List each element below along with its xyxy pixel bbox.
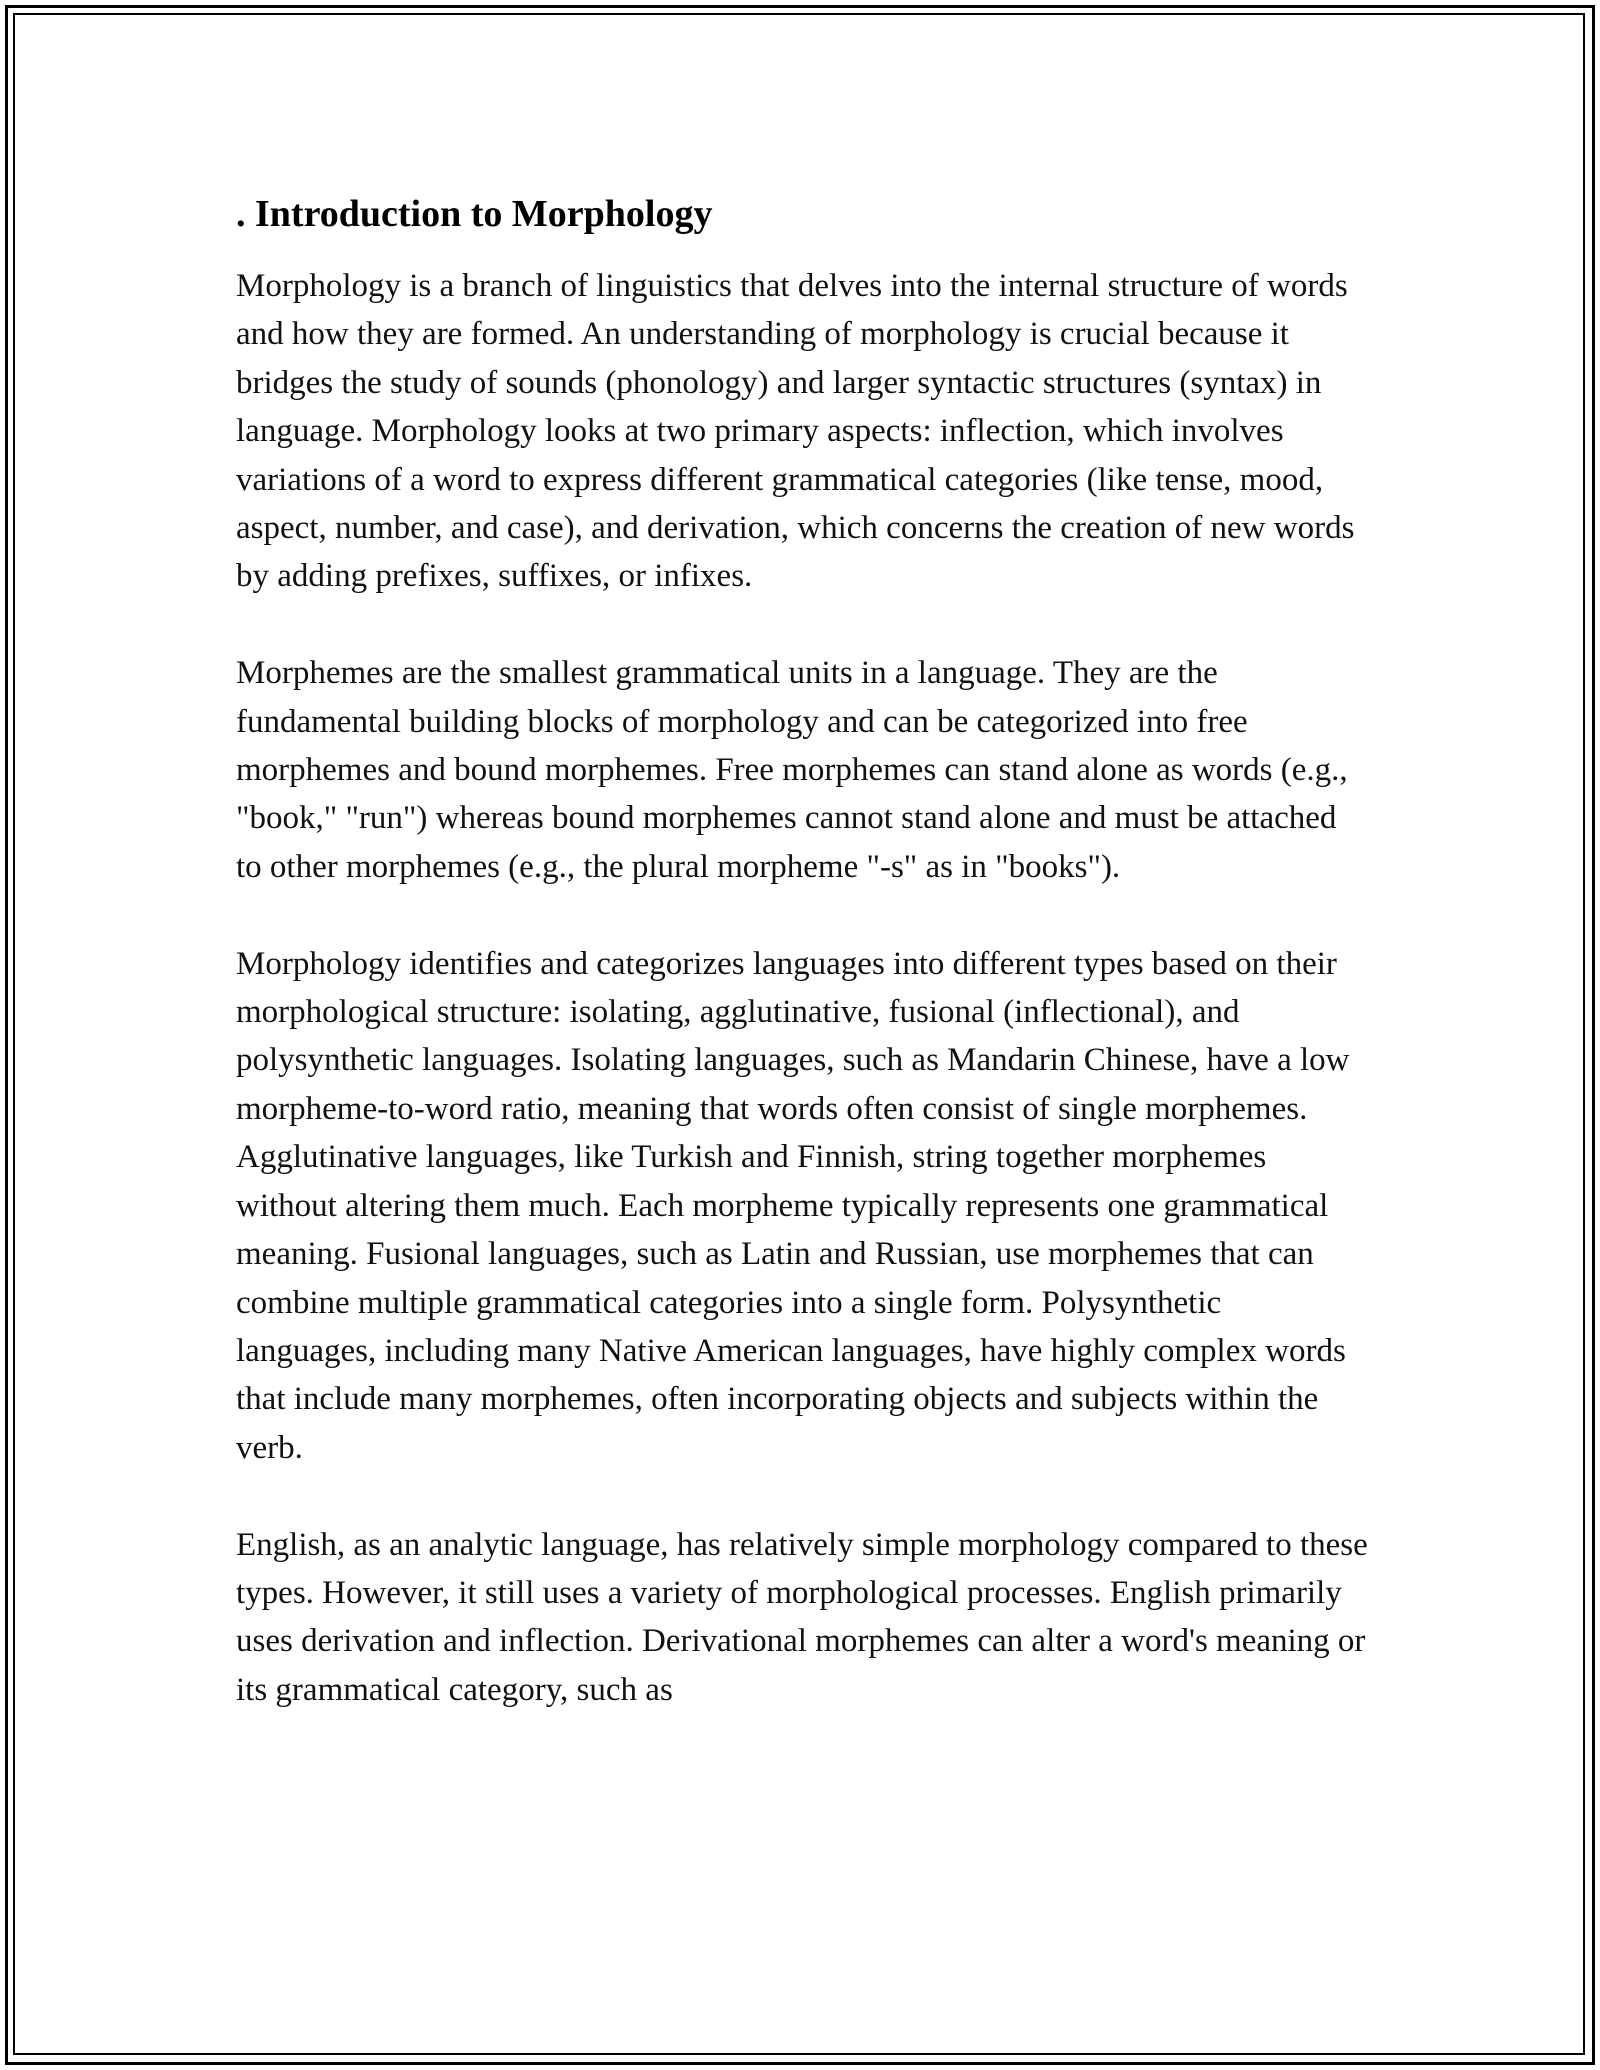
paragraph-intro: Morphology is a branch of linguistics that delves into the internal structure of words and how they are formed. An understanding of morphology is crucial because it bridges the study of sounds (phonology) and larger syntactic structures (syntax) in language. Morphology looks at two primary aspects: inflection, which involves variations of a word to express different grammatical categories (like tense, mood, aspect, number, and case), and derivation, which concerns the creation of new words by adding prefixes, suffixes, or infixes.: [236, 268, 1355, 595]
paragraph-language-types: Morphology identifies and categorizes languages into different types based on their morphological structure: isolating, agglutinative, fusional (inflectional), and polysynthetic languages. Isolating languages, such as Mandarin Chinese, have a low morpheme-to-word ratio, meaning that words often consist of single morphemes. Agglutinative languages, like Turkish and Finnish, string together morphemes without altering them much. Each morpheme typically represents one grammatical meaning. Fusional languages, such as Latin and Russian, use morphemes that can combine multiple grammatical categories into a single form. Polysynthetic languages, including many Native American languages, have highly complex words that include many morphemes, often incorporating objects and subjects within the verb.: [236, 945, 1350, 1466]
paragraph-english: English, as an analytic language, has relatively simple morphology compared to these types. However, it still uses a variety of morphological processes. English primarily uses derivation and inflection. Derivational morphemes can alter a word's meaning or its grammatical category, such as: [236, 1526, 1368, 1708]
paragraph-morphemes: Morphemes are the smallest grammatical units in a language. They are the fundamental building blocks of morphology and can be categorized into free morphemes and bound morphemes. Free morphemes can stand alone as words (e.g., "book," "run") whereas bound morphemes cannot stand alone and must be attached to other morphemes (e.g., the plural morpheme "-s" as in "books").: [236, 655, 1348, 885]
section-heading: . Introduction to Morphology: [236, 193, 713, 235]
document-body: [236, 186, 1368, 1763]
